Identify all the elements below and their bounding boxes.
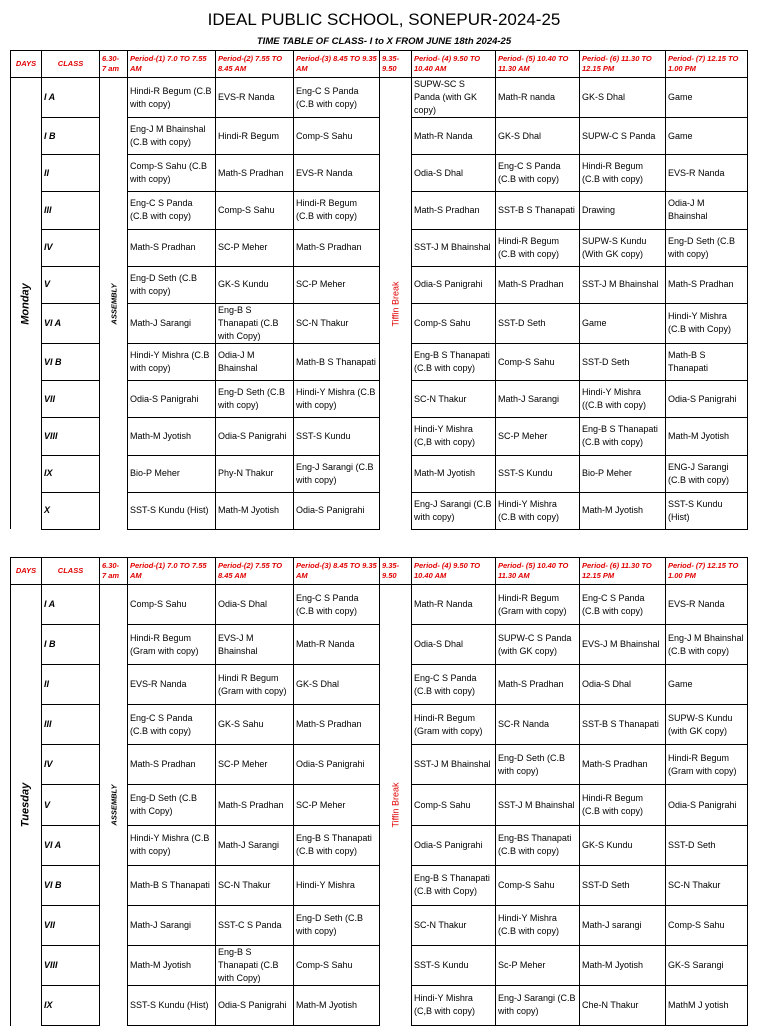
- period-cell: Game: [666, 78, 748, 118]
- period-2-header: Period-(2) 7.55 TO 8.45 AM: [216, 558, 294, 585]
- period-cell: Eng-J Sarangi (C.B with copy): [412, 492, 496, 529]
- period-cell: Hindi-R Begum (Gram with copy): [128, 625, 216, 665]
- header-row: [11, 51, 748, 78]
- period-cell: Math-J sarangi: [580, 905, 666, 945]
- period-cell: Hindi-Y Mishra (C,B with copy): [412, 985, 496, 1025]
- period-4-header: Period- (4) 9.50 TO 10.40 AM: [412, 51, 496, 78]
- period-cell: Eng-C S Panda (C.B with copy): [294, 585, 380, 625]
- period-cell: GK-S Dhal: [496, 118, 580, 155]
- period-cell: Phy-N Thakur: [216, 455, 294, 492]
- period-cell: Drawing: [580, 192, 666, 229]
- class-cell: VIII: [42, 418, 100, 455]
- period-cell: EVS-R Nanda: [666, 585, 748, 625]
- period-cell: Math-M Jyotish: [128, 945, 216, 985]
- period-cell: Hindi-R Begum (Gram with copy): [412, 705, 496, 745]
- period-cell: SST-S Kundu (Hist): [128, 985, 216, 1025]
- period-cell: SC-N Thakur: [666, 865, 748, 905]
- period-cell: EVS-J M Bhainshal: [216, 625, 294, 665]
- period-cell: Odia-S Panigrahi: [412, 266, 496, 303]
- period-cell: Hindi-Y Mishra (C.B with copy): [128, 343, 216, 380]
- header-row: [11, 558, 748, 585]
- period-cell: Odia-S Panigrahi: [666, 381, 748, 418]
- period-cell: Math-M Jyotish: [412, 455, 496, 492]
- period-cell: Math-S Pradhan: [666, 266, 748, 303]
- period-cell: Eng-B S Thanapati (C.B with copy): [580, 418, 666, 455]
- period-cell: SST-S Kundu (Hist): [128, 492, 216, 529]
- period-cell: Odia-S Panigrahi: [294, 745, 380, 785]
- period-cell: Game: [666, 665, 748, 705]
- period-cell: Hindi-R Begum (C.B with copy): [580, 785, 666, 825]
- period-cell: Hindi-Y Mishra (C.B with copy): [496, 492, 580, 529]
- period-cell: EVS-R Nanda: [128, 665, 216, 705]
- days-header: DAYS: [11, 51, 42, 78]
- class-cell: VIII: [42, 945, 100, 985]
- days-header: DAYS: [11, 558, 42, 585]
- period-4-header: Period- (4) 9.50 TO 10.40 AM: [412, 558, 496, 585]
- class-cell: I A: [42, 585, 100, 625]
- period-cell: Math-M Jyotish: [294, 985, 380, 1025]
- period-cell: SC-N Thakur: [412, 381, 496, 418]
- period-cell: Hindi-R Begum (C.B with copy): [580, 155, 666, 192]
- period-3-header: Period-(3) 8.45 TO 9.35 AM: [294, 51, 380, 78]
- period-7-header: Period- (7) 12.15 TO 1.00 PM: [666, 51, 748, 78]
- period-cell: SST-J M Bhainshal: [496, 785, 580, 825]
- assembly-time-header: 6.30- 7 am: [100, 51, 128, 78]
- class-cell: VII: [42, 381, 100, 418]
- period-cell: Odia-S Dhal: [412, 155, 496, 192]
- timetable-subtitle: TIME TABLE OF CLASS- I to X FROM JUNE 18th 2024-25: [256, 36, 512, 47]
- period-cell: Comp-S Sahu: [294, 945, 380, 985]
- period-cell: SST-S Kundu: [294, 418, 380, 455]
- period-cell: SUPW-C S Panda (with GK copy): [496, 625, 580, 665]
- period-cell: SC-N Thakur: [294, 303, 380, 343]
- period-cell: SC-P Meher: [294, 266, 380, 303]
- period-cell: Math-S Pradhan: [496, 665, 580, 705]
- class-header: CLASS: [42, 51, 100, 78]
- period-cell: EVS-R Nanda: [216, 78, 294, 118]
- period-cell: Bio-P Meher: [580, 455, 666, 492]
- period-cell: SC-N Thakur: [216, 865, 294, 905]
- assembly-cell: [100, 585, 128, 1026]
- period-cell: Math-S Pradhan: [294, 705, 380, 745]
- day-label: Tuesday: [19, 783, 32, 828]
- assembly-label: ASSEMBLY: [109, 784, 118, 826]
- period-cell: Hindi-Y Mishra (C.B with copy): [128, 825, 216, 865]
- period-cell: Eng-J Sarangi (C.B with copy): [496, 985, 580, 1025]
- class-cell: I A: [42, 78, 100, 118]
- class-cell: II: [42, 665, 100, 705]
- tiffin-break-label: Tiffin Break: [390, 782, 400, 828]
- period-cell: Game: [580, 303, 666, 343]
- period-cell: EVS-R Nanda: [294, 155, 380, 192]
- class-cell: IX: [42, 455, 100, 492]
- period-cell: Hindi-Y Mishra: [294, 865, 380, 905]
- period-cell: Eng-C S Panda (C.B with copy): [128, 705, 216, 745]
- day-cell: [11, 78, 42, 530]
- period-cell: Math-M Jyotish: [128, 418, 216, 455]
- period-cell: SST-J M Bhainshal: [412, 229, 496, 266]
- period-cell: Eng-C S Panda (C.B with copy): [412, 665, 496, 705]
- period-cell: Math-S Pradhan: [128, 229, 216, 266]
- timetable-monday: [10, 50, 748, 530]
- assembly-cell: [100, 78, 128, 530]
- period-cell: SUPW-S Kundu (with GK copy): [666, 705, 748, 745]
- period-2-header: Period-(2) 7.55 TO 8.45 AM: [216, 51, 294, 78]
- period-cell: Eng-D Seth (C.B with copy): [666, 229, 748, 266]
- assembly-time-header: 6.30- 7 am: [100, 558, 128, 585]
- period-cell: Eng-B S Thanapati (C.B with Copy): [412, 865, 496, 905]
- day-cell: [11, 585, 42, 1026]
- class-cell: VI A: [42, 825, 100, 865]
- period-cell: Math-R Nanda: [294, 625, 380, 665]
- period-cell: Math-R Nanda: [412, 118, 496, 155]
- tiffin-break-cell: [380, 78, 412, 530]
- period-cell: Math-M Jyotish: [666, 418, 748, 455]
- period-5-header: Period- (5) 10.40 TO 11.30 AM: [496, 51, 580, 78]
- period-cell: Eng-D Seth (C.B with copy): [216, 381, 294, 418]
- period-cell: GK-S Dhal: [580, 78, 666, 118]
- class-header: CLASS: [42, 558, 100, 585]
- period-cell: Odia-S Dhal: [216, 585, 294, 625]
- period-cell: Odia-J M Bhainshal: [216, 343, 294, 380]
- period-cell: SC-P Meher: [496, 418, 580, 455]
- period-cell: Math-M Jyotish: [580, 945, 666, 985]
- period-cell: SST-C S Panda: [216, 905, 294, 945]
- period-cell: ENG-J Sarangi (C.B with copy): [666, 455, 748, 492]
- tiffin-break-label: Tiffin Break: [390, 281, 400, 327]
- period-cell: GK-S Sahu: [216, 705, 294, 745]
- period-cell: Eng-B S Thanapati (C.B with copy): [412, 343, 496, 380]
- period-cell: Eng-J M Bhainshal (C.B with copy): [128, 118, 216, 155]
- period-cell: Eng-D Seth (C.B with copy): [128, 266, 216, 303]
- period-cell: SUPW-C S Panda: [580, 118, 666, 155]
- period-cell: Eng-B S Thanapati (C.B with Copy): [216, 945, 294, 985]
- period-cell: Eng-B S Thanapati (C.B with copy): [294, 825, 380, 865]
- period-cell: SST-D Seth: [666, 825, 748, 865]
- period-cell: SST-B S Thanapati: [580, 705, 666, 745]
- period-cell: Math-S Pradhan: [412, 192, 496, 229]
- period-cell: Odia-S Panigrahi: [294, 492, 380, 529]
- period-cell: Eng-D Seth (C.B with copy): [294, 905, 380, 945]
- period-cell: Comp-S Sahu: [412, 785, 496, 825]
- period-cell: Hindi-Y Mishra (C.B with Copy): [666, 303, 748, 343]
- period-cell: SC-N Thakur: [412, 905, 496, 945]
- period-cell: Odia-S Panigrahi: [412, 825, 496, 865]
- class-cell: II: [42, 155, 100, 192]
- period-cell: Math-S Pradhan: [580, 745, 666, 785]
- period-cell: Math-S Pradhan: [216, 155, 294, 192]
- period-7-header: Period- (7) 12.15 TO 1.00 PM: [666, 558, 748, 585]
- period-cell: Math-S Pradhan: [294, 229, 380, 266]
- period-cell: Hindi-R Begum (C.B with copy): [128, 78, 216, 118]
- school-title: IDEAL PUBLIC SCHOOL, SONEPUR-2024-25: [207, 10, 561, 29]
- period-3-header: Period-(3) 8.45 TO 9.35 AM: [294, 558, 380, 585]
- period-1-header: Period-(1) 7.0 TO 7.55 AM: [128, 51, 216, 78]
- period-cell: Odia-S Dhal: [580, 665, 666, 705]
- class-cell: VII: [42, 905, 100, 945]
- period-cell: Math-S Pradhan: [216, 785, 294, 825]
- period-cell: SST-S Kundu (Hist): [666, 492, 748, 529]
- period-cell: Math-B S Thanapati: [128, 865, 216, 905]
- period-cell: Comp-S Sahu: [666, 905, 748, 945]
- period-cell: Hindi R Begum (Gram with copy): [216, 665, 294, 705]
- period-cell: GK-S Sarangi: [666, 945, 748, 985]
- period-cell: Math-R Nanda: [412, 585, 496, 625]
- period-cell: Che-N Thakur: [580, 985, 666, 1025]
- period-cell: Eng-J M Bhainshal (C.B with copy): [666, 625, 748, 665]
- period-6-header: Period- (6) 11.30 TO 12.15 PM: [580, 51, 666, 78]
- period-cell: Hindi-R Begum (C.B with copy): [496, 229, 580, 266]
- period-cell: SST-B S Thanapati: [496, 192, 580, 229]
- period-cell: Eng-D Seth (C.B with copy): [496, 745, 580, 785]
- class-cell: VI B: [42, 343, 100, 380]
- period-cell: Odia-S Dhal: [412, 625, 496, 665]
- period-cell: Math-S Pradhan: [496, 266, 580, 303]
- class-cell: IV: [42, 745, 100, 785]
- class-cell: VI B: [42, 865, 100, 905]
- period-cell: Game: [666, 118, 748, 155]
- period-cell: SST-J M Bhainshal: [412, 745, 496, 785]
- break-time-header: 9.35- 9.50: [380, 558, 412, 585]
- period-cell: Math-M Jyotish: [580, 492, 666, 529]
- period-cell: Hindi-Y Mishra (C.B with copy): [496, 905, 580, 945]
- period-cell: Comp-S Sahu: [128, 585, 216, 625]
- period-cell: SST-D Seth: [580, 343, 666, 380]
- period-cell: Math-J Sarangi: [128, 303, 216, 343]
- period-cell: Hindi-R Begum (Gram with copy): [666, 745, 748, 785]
- period-cell: Math-B S Thanapati: [294, 343, 380, 380]
- class-cell: I B: [42, 118, 100, 155]
- period-cell: Math-M Jyotish: [216, 492, 294, 529]
- period-cell: Eng-C S Panda (C.B with copy): [580, 585, 666, 625]
- period-cell: GK-S Kundu: [216, 266, 294, 303]
- period-cell: Bio-P Meher: [128, 455, 216, 492]
- period-6-header: Period- (6) 11.30 TO 12.15 PM: [580, 558, 666, 585]
- period-cell: Comp-S Sahu: [496, 865, 580, 905]
- period-cell: Comp-S Sahu: [412, 303, 496, 343]
- break-time-header: 9.35- 9.50: [380, 51, 412, 78]
- class-cell: VI A: [42, 303, 100, 343]
- class-cell: IV: [42, 229, 100, 266]
- period-cell: Comp-S Sahu: [216, 192, 294, 229]
- table-row: [11, 78, 748, 118]
- class-cell: IX: [42, 985, 100, 1025]
- period-cell: Hindi-Y Mishra (C.B with copy): [294, 381, 380, 418]
- period-cell: EVS-R Nanda: [666, 155, 748, 192]
- period-cell: Hindi-R Begum (Gram with copy): [496, 585, 580, 625]
- period-cell: SUPW-SC S Panda (with GK copy): [412, 78, 496, 118]
- period-cell: SC-P Meher: [216, 229, 294, 266]
- tiffin-break-cell: [380, 585, 412, 1026]
- period-cell: Comp-S Sahu (C.B with copy): [128, 155, 216, 192]
- period-cell: Eng-C S Panda (C.B with copy): [128, 192, 216, 229]
- day-label: Monday: [19, 282, 32, 325]
- period-cell: EVS-J M Bhainshal: [580, 625, 666, 665]
- class-cell: V: [42, 785, 100, 825]
- class-cell: III: [42, 705, 100, 745]
- period-cell: GK-S Dhal: [294, 665, 380, 705]
- period-1-header: Period-(1) 7.0 TO 7.55 AM: [128, 558, 216, 585]
- period-cell: SC-R Nanda: [496, 705, 580, 745]
- period-cell: SST-J M Bhainshal: [580, 266, 666, 303]
- period-cell: Math-J Sarangi: [216, 825, 294, 865]
- class-cell: X: [42, 492, 100, 529]
- period-cell: Odia-S Panigrahi: [216, 418, 294, 455]
- period-cell: Math-R nanda: [496, 78, 580, 118]
- period-cell: Hindi-R Begum (C.B with copy): [294, 192, 380, 229]
- period-cell: Eng-D Seth (C.B with Copy): [128, 785, 216, 825]
- assembly-label: ASSEMBLY: [109, 283, 118, 325]
- period-cell: Eng-C S Panda (C.B with copy): [496, 155, 580, 192]
- period-cell: Hindi-Y Mishra ((C.B with copy): [580, 381, 666, 418]
- period-cell: MathM J yotish: [666, 985, 748, 1025]
- period-cell: Math-J Sarangi: [128, 905, 216, 945]
- period-cell: SST-D Seth: [496, 303, 580, 343]
- period-cell: SC-P Meher: [216, 745, 294, 785]
- table-row: [11, 585, 748, 625]
- period-cell: Comp-S Sahu: [294, 118, 380, 155]
- period-cell: Math-J Sarangi: [496, 381, 580, 418]
- period-cell: SST-D Seth: [580, 865, 666, 905]
- class-cell: I B: [42, 625, 100, 665]
- period-cell: Odia-J M Bhainshal: [666, 192, 748, 229]
- period-cell: Comp-S Sahu: [496, 343, 580, 380]
- period-5-header: Period- (5) 10.40 TO 11.30 AM: [496, 558, 580, 585]
- period-cell: Odia-S Panigrahi: [216, 985, 294, 1025]
- period-cell: Math-B S Thanapati: [666, 343, 748, 380]
- period-cell: GK-S Kundu: [580, 825, 666, 865]
- class-cell: V: [42, 266, 100, 303]
- period-cell: Eng-BS Thanapati (C.B with copy): [496, 825, 580, 865]
- period-cell: SST-S Kundu: [412, 945, 496, 985]
- period-cell: SC-P Meher: [294, 785, 380, 825]
- period-cell: Hindi-R Begum: [216, 118, 294, 155]
- period-cell: Hindi-Y Mishra (C,B with copy): [412, 418, 496, 455]
- period-cell: Eng-J Sarangi (C.B with copy): [294, 455, 380, 492]
- period-cell: SST-S Kundu: [496, 455, 580, 492]
- timetable-tuesday: [10, 557, 748, 1026]
- class-cell: III: [42, 192, 100, 229]
- period-cell: Math-S Pradhan: [128, 745, 216, 785]
- period-cell: Eng-C S Panda (C.B with copy): [294, 78, 380, 118]
- period-cell: Odia-S Panigrahi: [128, 381, 216, 418]
- period-cell: Eng-B S Thanapati (C.B with Copy): [216, 303, 294, 343]
- period-cell: Sc-P Meher: [496, 945, 580, 985]
- period-cell: Odia-S Panigrahi: [666, 785, 748, 825]
- period-cell: SUPW-S Kundu (With GK copy): [580, 229, 666, 266]
